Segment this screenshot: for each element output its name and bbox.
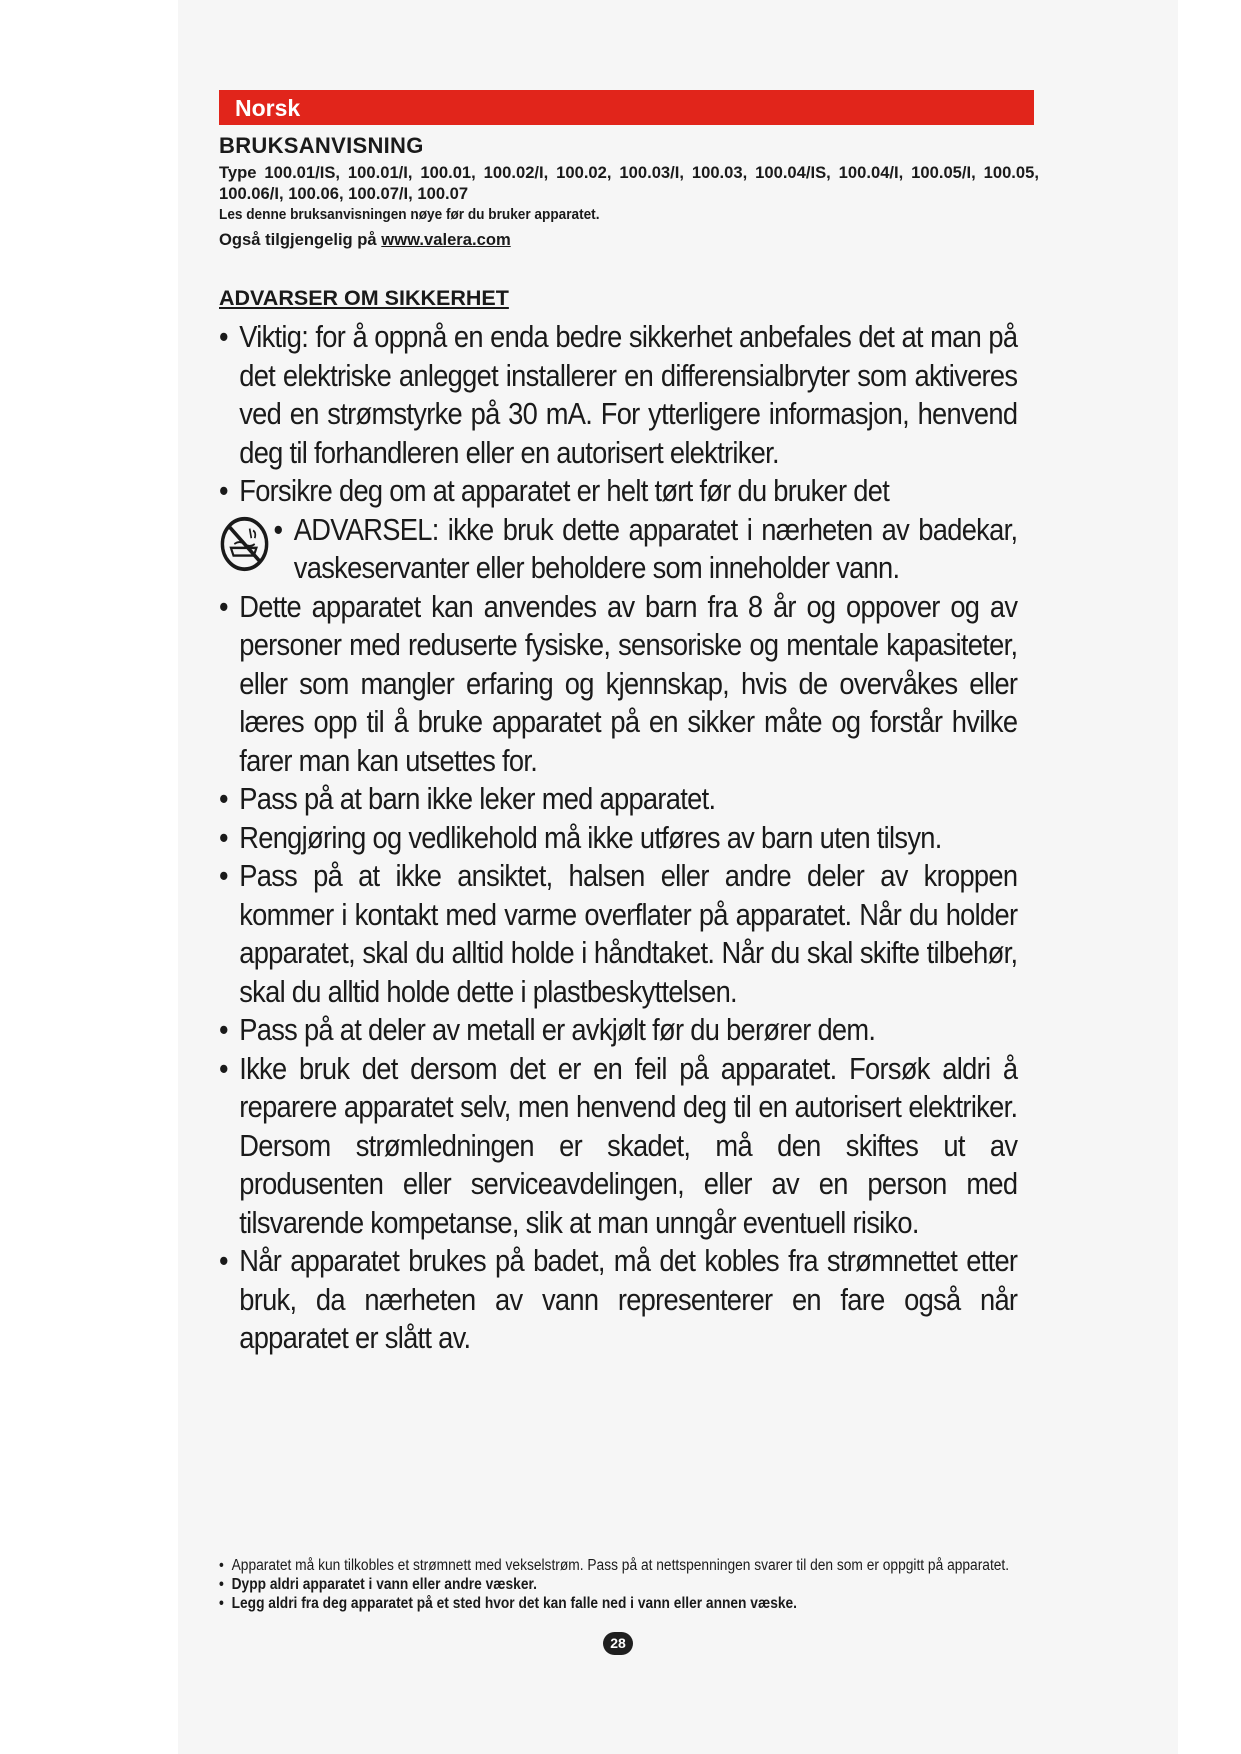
bullet: •	[219, 473, 228, 508]
note-item	[219, 1575, 1038, 1594]
language-banner	[219, 90, 1034, 125]
list-item	[219, 318, 1017, 472]
list-item	[219, 588, 1017, 781]
bullet: •	[219, 1576, 224, 1593]
website-link[interactable]: www.valera.com	[381, 230, 511, 249]
bullet: •	[219, 1050, 228, 1086]
no-water-bath-icon	[219, 515, 270, 573]
list-item	[219, 1011, 1017, 1050]
note-item	[219, 1556, 1038, 1575]
list-item	[219, 857, 1017, 1011]
list-item-text: Ikke bruk det dersom det er en feil på apparatet. Forsøk aldri å reparere apparatet selv, men henvend deg til en autorisert elektriker. Dersom strømledningen er skadet, må den skiftes ut av produsenten eller serviceavdelingen, eller av en person med tilsvarende kompetanse, slik at man unngår eventuell risiko.	[239, 1050, 1018, 1240]
list-item	[219, 472, 1017, 511]
list-item-text: Pass på at barn ikke leker med apparatet.	[239, 781, 716, 816]
list-item	[219, 1242, 1017, 1358]
list-item	[219, 780, 1017, 819]
read-instructions-note: Les denne bruksanvisningen nøye før du bruker apparatet.	[219, 207, 600, 223]
note-item	[219, 1594, 1038, 1613]
availability-prefix: Også tilgjengelig på	[219, 230, 382, 249]
note-text: Legg aldri fra deg apparatet på et sted hvor det kan falle ned i vann eller annen væske.	[231, 1595, 797, 1612]
bullet: •	[219, 858, 228, 893]
bullet: •	[219, 819, 228, 855]
section-title: ADVARSER OM SIKKERHET	[219, 286, 509, 310]
note-text: Apparatet må kun tilkobles et strømnett med vekselstrøm. Pass på at nettspenningen svarer til den som er oppgitt på apparatet.	[231, 1557, 1010, 1574]
availability-note	[219, 230, 1039, 250]
bullet: •	[219, 1595, 224, 1612]
safety-warnings-list	[219, 318, 1029, 1358]
bullet: •	[219, 588, 228, 624]
list-item-text: Viktig: for å oppnå en enda bedre sikkerhet anbefales det at man på det elektriske anlegget installerer en differensialbryter som aktiveres ved en strømstyrke på 30 mA. For ytterligere informasjon, henvend deg til forhandleren eller en autorisert elektriker.	[239, 319, 1018, 470]
list-item	[219, 1050, 1017, 1243]
list-item-text: Forsikre deg om at apparatet er helt tørt før du bruker det	[239, 473, 890, 508]
list-item-text: ADVARSEL: ikke bruk dette apparatet i nærheten av badekar, vaskeservanter eller beholdere som inneholder vann.	[293, 511, 1018, 585]
bullet: •	[219, 1012, 228, 1047]
page-number: 28	[603, 1632, 633, 1655]
bullet: •	[219, 781, 228, 816]
bullet: •	[219, 1557, 224, 1574]
bullet: •	[219, 319, 228, 354]
model-types: Type 100.01/IS, 100.01/I, 100.01, 100.02/I, 100.02, 100.03/I, 100.03, 100.04/IS, 100.04/I, 100.05/I, 100.05, 100.06/I, 100.06, 100.07/I, 100.07	[219, 163, 1039, 203]
list-item-text: Dette apparatet kan anvendes av barn fra 8 år og oppover og av personer med reduserte fysiske, sensoriske og mentale kapasiteter, eller som mangler erfaring og kjennskap, hvis de overvåkes eller læres opp til å bruke apparatet på en sikker måte og forstår hvilke farer man kan utsettes for.	[239, 588, 1018, 778]
bullet: •	[219, 1243, 228, 1278]
small-notes-list	[219, 1556, 1039, 1613]
language-label: Norsk	[235, 95, 301, 121]
list-item-text: Pass på at deler av metall er avkjølt før du berører dem.	[239, 1012, 876, 1047]
note-text: Dypp aldri apparatet i vann eller andre væsker.	[231, 1576, 537, 1593]
list-item-warning	[219, 511, 1017, 588]
document-title: BRUKSANVISNING	[219, 133, 424, 158]
list-item-text: Rengjøring og vedlikehold må ikke utføres av barn uten tilsyn.	[239, 819, 942, 855]
list-item-text: Når apparatet brukes på badet, må det kobles fra strømnettet etter bruk, da nærheten av vann representerer en fare også når apparatet er slått av.	[239, 1243, 1018, 1355]
list-item	[219, 819, 1017, 858]
list-item-text: Pass på at ikke ansiktet, halsen eller andre deler av kroppen kommer i kontakt med varme overflater på apparatet. Når du holder apparatet, skal du alltid holde i håndtaket. Når du skal skifte tilbehør, skal du alltid holde dette i plastbeskyttelsen.	[239, 858, 1018, 1009]
bullet: •	[273, 511, 283, 547]
